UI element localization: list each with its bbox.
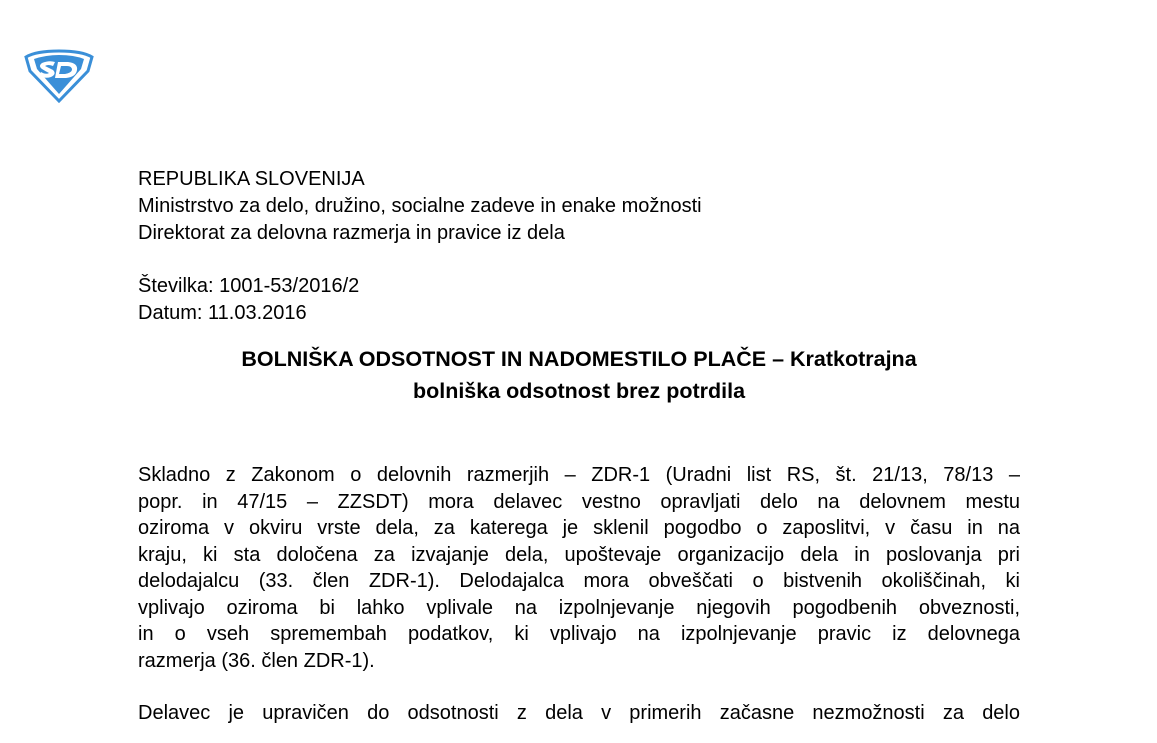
ministry-heading: Ministrstvo za delo, družino, socialne zadeve in enake možnosti xyxy=(138,195,702,217)
paragraph-1-line: vplivajo oziroma bi lahko vplivale na izpolnjevanje njegovih pogodbenih obveznosti, xyxy=(138,596,1020,619)
paragraph-1 xyxy=(138,462,1020,674)
title-line-1: BOLNIŠKA ODSOTNOST IN NADOMESTILO PLAČE – Kratkotrajna xyxy=(241,347,917,371)
sd-shield-logo-icon xyxy=(22,49,96,103)
directorate-heading: Direktorat za delovna razmerja in pravice iz dela xyxy=(138,222,565,244)
document-number: Številka: 1001-53/2016/2 xyxy=(138,275,360,297)
paragraph-1-line: delodajalcu (33. člen ZDR-1). Delodajalca mora obveščati o bistvenih okoliščinah, ki xyxy=(138,570,1020,592)
paragraph-1-line: kraju, ki sta določena za izvajanje dela, upoštevaje organizacijo dela in poslovanja pri xyxy=(138,543,1020,566)
title-line-2: bolniška odsotnost brez potrdila xyxy=(412,379,746,403)
paragraph-1-line: Skladno z Zakonom o delovnih razmerjih – ZDR-1 (Uradni list RS, št. 21/13, 78/13 – xyxy=(138,464,1020,486)
paragraph-1-line: oziroma v okviru vrste dela, za katerega je sklenil pogodbo o zaposlitvi, v času in na xyxy=(138,517,1020,539)
country-heading: REPUBLIKA SLOVENIJA xyxy=(138,168,365,190)
document-page xyxy=(138,166,1020,727)
sd-logo xyxy=(22,49,96,103)
paragraph-2-line: Delavec je upravičen do odsotnosti z dela v primerih začasne nezmožnosti za delo xyxy=(138,702,1020,724)
paragraph-1-line: popr. in 47/15 – ZZSDT) mora delavec vestno opravljati delo na delovnem mestu xyxy=(138,490,1020,513)
paragraph-1-line: razmerja (36. člen ZDR-1). xyxy=(138,649,375,672)
paragraph-2 xyxy=(138,700,1020,727)
paragraph-1-line: in o vseh spremembah podatkov, ki vplivajo na izpolnjevanje pravic iz delovnega xyxy=(138,623,1020,645)
document-date: Datum: 11.03.2016 xyxy=(138,302,307,324)
document-title xyxy=(138,343,1020,407)
